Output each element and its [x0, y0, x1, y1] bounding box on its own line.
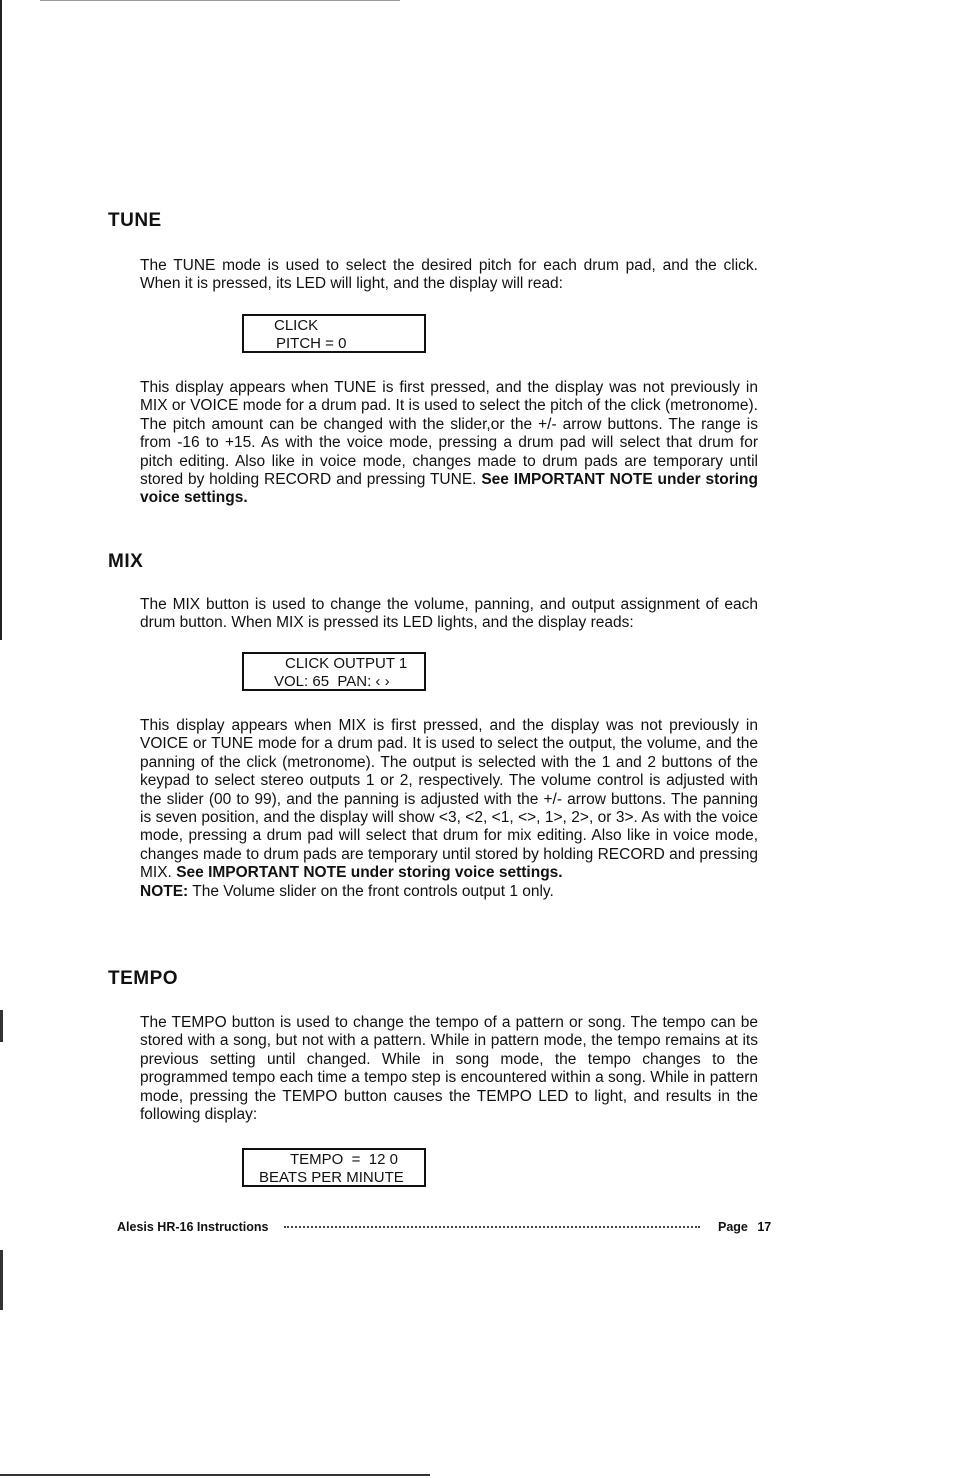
tune-intro-paragraph: The TUNE mode is used to select the desired pitch for each drum pad, and the click. When it is pressed, its LED will light, and the display will read: [140, 257, 758, 293]
footer-leader-dots [284, 1226, 700, 1228]
mix-note-text: The Volume slider on the front controls output 1 only. [188, 882, 554, 900]
tempo-lcd-display [242, 1148, 426, 1187]
footer-title: Alesis HR-16 Instructions [117, 1220, 269, 1234]
mix-intro-paragraph: The MIX button is used to change the volume, panning, and output assignment of each drum button. When MIX is pressed its LED lights, and the display reads: [140, 596, 758, 632]
scan-mark [0, 1010, 3, 1042]
lcd-line-1: TEMPO = 12 0 [290, 1151, 398, 1168]
section-heading-tune: TUNE [108, 210, 162, 231]
tune-body-paragraph [140, 379, 758, 508]
lcd-line-2: PITCH = 0 [276, 335, 347, 352]
mix-body-paragraph [140, 717, 758, 901]
lcd-line-1: CLICK [274, 317, 319, 334]
lcd-line-2: BEATS PER MINUTE [259, 1169, 404, 1186]
footer-page-number: Page 17 [718, 1220, 772, 1234]
section-heading-mix: MIX [108, 551, 144, 572]
tempo-intro-paragraph: The TEMPO button is used to change the tempo of a pattern or song. The tempo can be stored with a song, but not with a pattern. While in pattern mode, the tempo remains at its previous setting until changed. While in song mode, the tempo changes to the programmed tempo each time a tempo step is encountered within a song. While in pattern mode, pressing the TEMPO button causes the TEMPO LED to light, and results in the following display: [140, 1014, 758, 1124]
scan-edge-bottom [0, 1474, 430, 1476]
scan-edge-top [40, 0, 400, 1]
mix-body-text: This display appears when MIX is first pressed, and the display was not previously in VOICE or TUNE mode for a drum pad. It is used to select the output, the volume, and the panning of the click (metronome). The output is selected with the 1 and 2 buttons of the keypad to select stereo outputs 1 or 2, respectively. The volume control is adjusted with the slider (00 to 99), and the panning is adjusted with the +/- arrow buttons. The panning is seven position, and the display will show <3, <2, <1, <>, 1>, 2>, or 3>. As with the voice mode, pressing a drum pad will select that drum for mix editing. Also like in voice mode, changes made to drum pads are temporary until stored by holding RECORD and pressing MIX. [140, 717, 758, 882]
mix-lcd-display [242, 652, 426, 691]
tune-body-text: This display appears when TUNE is first pressed, and the display was not previously in MIX or VOICE mode for a drum pad. It is used to select the pitch of the click (metronome). The pitch amount can be changed with the slider,or the +/- arrow buttons. The range is from -16 to +15. As with the voice mode, pressing a drum pad will select that drum for pitch editing. Also like in voice mode, changes made to drum pads are temporary until stored by holding RECORD and pressing TUNE. [140, 379, 758, 489]
lcd-line-2: VOL: 65 PAN: ‹ › [274, 673, 390, 690]
lcd-line-1: CLICK OUTPUT 1 [285, 655, 408, 672]
mix-note-label: NOTE: [140, 882, 189, 900]
section-heading-tempo: TEMPO [108, 968, 179, 989]
tune-important-note: See IMPORTANT NOTE under storing voice settings. [140, 471, 758, 507]
tune-lcd-display [242, 314, 426, 353]
mix-important-note: See IMPORTANT NOTE under storing voice settings. [176, 864, 563, 882]
scan-edge-left [0, 0, 2, 640]
scan-mark [0, 1250, 3, 1310]
